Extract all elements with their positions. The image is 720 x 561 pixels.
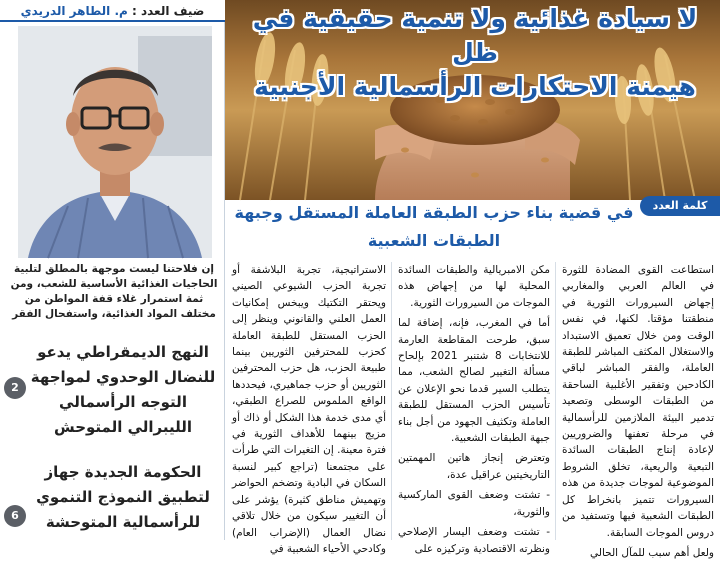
headline-line-2: هيمنة الاحتكارات الرأسمالية الأجنبية <box>254 72 696 101</box>
article-column-3 <box>232 262 386 555</box>
headline-line-1: لا سيادة غذائية ولا تنمية حقيقية في ظل <box>252 4 698 67</box>
paragraph: - تشتت وضعف القوى الماركسية والثورية، <box>398 489 550 518</box>
side-headline-2[interactable]: الحكومة الجديدة جهاز لتطبيق النموذج التنموي للرأسمالية المتوحشة <box>36 463 210 531</box>
column-rule <box>391 262 392 540</box>
article-title: في قضية بناء حزب الطبقة العاملة المستقل وجبهة الطبقات الشعبية <box>234 203 634 250</box>
guest-caption: إن فلاحتنا ليست موجهة بالمطلق لتلبية الحاجيات الغذائية الأساسية للشعب، ومن ثمة استمرار غلاء قفة المواطن من مختلف المواد الغذائية، واستفحال الفقر <box>10 263 218 320</box>
guest-name: م. الطاهر الدريدي <box>20 4 128 18</box>
paragraph: الاستراتيجية، تجربة البلاشفة أو تجربة الحزب الشيوعي الصيني ويحتقر التكتيك ويبخس إمكانيات العمل العلني والقانوني وينظر إلى الحزب المستقل للطبقة العاملة كحزب للمحترفين الثوريين بينما طبيعة الحزب، هل حزب المحترفين الثوريين أو حزب جماهيري، فيحددها الواقع الملموس للصراع الطبقي، أي مدى خدمة هذا الشكل أو ذاك أو مزيج بينهما للأهداف الثورية في فترة معينة. إن التغيرات التي طرأت على مجتمعنا (تراجع كبير لنسبة السكان في البادية وتضخم الحواضر وتهميش مناطق كثيرة) يؤشر على أن التغيير سيكون من خلال تلاقي نضال العمال (الإضراب العام) وكادحي الأحياء الشعبية في <box>232 264 386 555</box>
page-number-badge-2: 6 <box>4 505 26 527</box>
main-headline <box>240 2 710 104</box>
page-number-badge-1: 2 <box>4 377 26 399</box>
side-headline-1[interactable]: النهج الديمقراطي يدعو للنضال الوحدوي لمواجهة التوجه الرأسمالي الليبرالي المتوحش <box>30 343 216 436</box>
wheat-banner <box>225 0 720 200</box>
column-divider <box>224 22 225 540</box>
paragraph: مكن الامبريالية والطبقات السائدة المحلية لها من إجهاض هذه الموجات من السيرورات الثورية. <box>398 264 550 309</box>
column-rule <box>555 262 556 540</box>
guest-portrait <box>18 26 212 258</box>
article-column-2 <box>398 262 550 555</box>
portrait-photo <box>18 26 212 258</box>
paragraph: ولعل أهم سبب للمآل الحالي <box>590 546 714 559</box>
paragraph: - تشتت وضعف اليسار الإصلاحي ونظرته الاقتصادية وتركيزه على <box>398 526 550 555</box>
section-tag: كلمة العدد <box>640 196 720 216</box>
paragraph: استطاعت القوى المضادة للثورة في العالم العربي والمغاربي إجهاض السيرورات الثورية في منطقتنا مؤقتا. لكنها، في نفس الوقت ومن خلال تعميق الاستبداد والاستغلال المكثف المباشر للطبقة العاملة، والفقر المباشر لباقي الكادحين وتفقير الأغلبية الساحقة من الطبقات الوسطى وتصعيد تدمير البيئة الملازمين للرأسمالية في مرحلة تعفنها والضروريين لإعادة إنتاج الطبقات السائدة التبعية والريعية، تخلق الشروط الموضوعية لموجات جديدة من هذه السيرورات تتميز بانخراط كل الطبقات الشعبية فيها وتستفيد من دروس الموجات السابقة. <box>562 264 714 539</box>
left-sidebar <box>0 0 225 540</box>
paragraph: أما في المغرب، فإنه، إضافة لما سبق، طرحت المقاطعة العارمة للانتخابات 8 شتنبر 2021 بإلحاح مسألة التغيير لصالح الشعب، مما يتطلب السير قدما نحو الإعلان عن تأسيس الحزب المستقل للطبقة العاملة وتكثيف الجهود من أجل بناء جبهة الطبقات الشعبية. <box>398 317 550 445</box>
guest-label: ضيف العدد : <box>131 4 205 18</box>
paragraph: وتعترض إنجاز هاتين المهمتين التاريخيتين عراقيل عدة، <box>398 452 550 481</box>
article-column-1 <box>562 262 714 559</box>
guest-header <box>0 0 225 22</box>
